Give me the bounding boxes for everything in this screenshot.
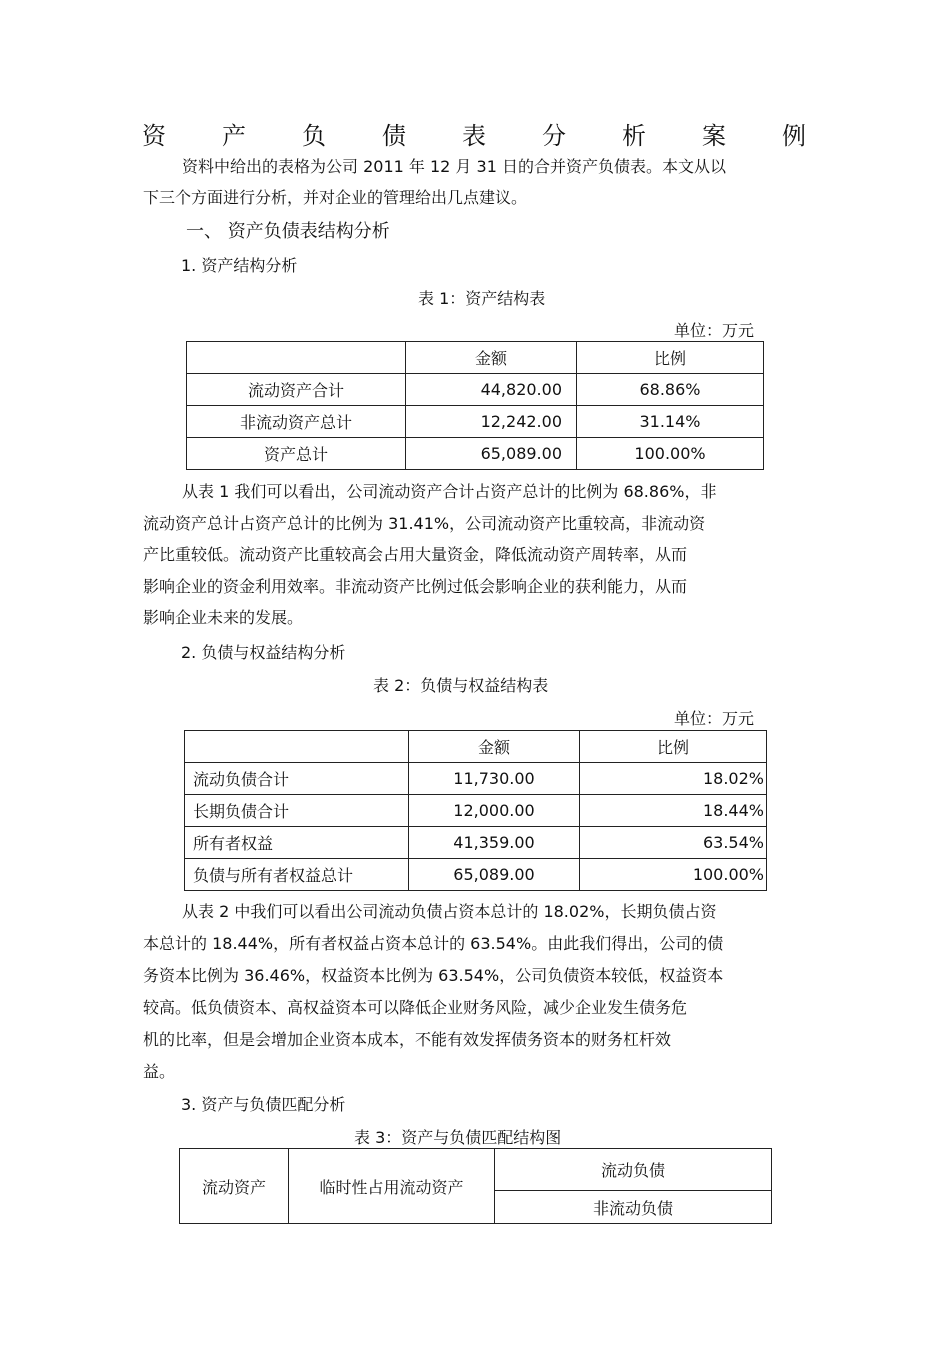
table-cell: 流动资产 (180, 1149, 289, 1224)
table-cell: 41,359.00 (409, 827, 580, 859)
title-char: 表 (462, 122, 486, 150)
table-cell: 非流动负债 (495, 1191, 772, 1224)
table-row (187, 438, 764, 470)
table3-caption: 表 3：资产与负债匹配结构图 (354, 1128, 562, 1147)
paragraph-line: 务资本比例为 36.46%，权益资本比例为 63.54%，公司负债资本较低，权益资本 (143, 966, 724, 985)
table-cell: 31.14% (577, 406, 764, 438)
liability-equity-table (184, 730, 767, 891)
table-cell: 流动负债 (495, 1149, 772, 1191)
table1-unit: 单位：万元 (674, 321, 755, 340)
table-header-row (185, 731, 767, 763)
paragraph-line: 影响企业的资金利用效率。非流动资产比例过低会影响企业的获利能力，从而 (143, 577, 688, 596)
table-header-row (187, 342, 764, 374)
table-row (185, 827, 767, 859)
title-char: 析 (622, 122, 646, 150)
paragraph-line: 产比重较低。流动资产比重较高会占用大量资金，降低流动资产周转率，从而 (143, 545, 688, 564)
table2-unit: 单位：万元 (674, 709, 755, 728)
title-char: 债 (382, 122, 406, 150)
table-cell: 负债与所有者权益总计 (185, 859, 409, 891)
table-cell: 18.44% (580, 795, 767, 827)
paragraph-line: 较高。低负债资本、高权益资本可以降低企业财务风险，减少企业发生债务危 (143, 998, 688, 1017)
table-cell: 11,730.00 (409, 763, 580, 795)
asset-liability-match-table (179, 1148, 772, 1224)
title-char: 分 (542, 122, 566, 150)
table-header-cell: 金额 (409, 731, 580, 763)
table-cell: 18.02% (580, 763, 767, 795)
paragraph-line: 从表 1 我们可以看出，公司流动资产合计占资产总计的比例为 68.86%，非 (182, 482, 717, 501)
paragraph-line: 机的比率，但是会增加企业资本成本，不能有效发挥债务资本的财务杠杆效 (143, 1030, 672, 1049)
table-cell: 12,000.00 (409, 795, 580, 827)
paragraph-line: 流动资产总计占资产总计的比例为 31.41%，公司流动资产比重较高，非流动资 (143, 514, 706, 533)
table-row (180, 1149, 772, 1191)
title-char: 资 (142, 122, 166, 150)
title-char: 案 (702, 122, 726, 150)
table-header-cell (187, 342, 406, 374)
subsection-heading: 2. 负债与权益结构分析 (181, 643, 346, 662)
intro-line: 资料中给出的表格为公司 2011 年 12 月 31 日的合并资产负债表。本文从以 (182, 157, 726, 176)
paragraph-line: 从表 2 中我们可以看出公司流动负债占资本总计的 18.02%，长期负债占资 (182, 902, 717, 921)
table-cell: 65,089.00 (409, 859, 580, 891)
table1-caption: 表 1：资产结构表 (418, 289, 546, 308)
paragraph-line: 益。 (143, 1062, 176, 1081)
table-header-cell (185, 731, 409, 763)
table-header-cell: 比例 (580, 731, 767, 763)
table-cell: 长期负债合计 (185, 795, 409, 827)
subsection-heading: 3. 资产与负债匹配分析 (181, 1095, 346, 1114)
table-cell: 资产总计 (187, 438, 406, 470)
table-cell: 100.00% (577, 438, 764, 470)
table-row (185, 795, 767, 827)
table-cell: 44,820.00 (406, 374, 577, 406)
title-char: 负 (302, 122, 326, 150)
table-row (187, 374, 764, 406)
table-row (187, 406, 764, 438)
table-cell: 100.00% (580, 859, 767, 891)
table-cell: 12,242.00 (406, 406, 577, 438)
table-header-cell: 金额 (406, 342, 577, 374)
table-cell: 流动负债合计 (185, 763, 409, 795)
paragraph-line: 影响企业未来的发展。 (143, 608, 304, 627)
table-row (185, 763, 767, 795)
title-char: 产 (222, 122, 246, 150)
section-heading: 一、 资产负债表结构分析 (186, 221, 390, 242)
table-header-cell: 比例 (577, 342, 764, 374)
subsection-heading: 1. 资产结构分析 (181, 256, 298, 275)
title-char: 例 (782, 122, 806, 150)
table-cell: 流动资产合计 (187, 374, 406, 406)
table-row (185, 859, 767, 891)
paragraph-line: 本总计的 18.44%，所有者权益占资本总计的 63.54%。由此我们得出，公司的债 (143, 934, 724, 953)
table2-caption: 表 2：负债与权益结构表 (373, 676, 549, 695)
table-cell: 68.86% (577, 374, 764, 406)
asset-structure-table (186, 341, 764, 470)
table-cell: 63.54% (580, 827, 767, 859)
document-title (142, 116, 806, 151)
intro-line: 下三个方面进行分析，并对企业的管理给出几点建议。 (143, 188, 528, 207)
table-cell: 非流动资产总计 (187, 406, 406, 438)
table-cell: 65,089.00 (406, 438, 577, 470)
table-cell: 临时性占用流动资产 (289, 1149, 495, 1224)
table-cell: 所有者权益 (185, 827, 409, 859)
